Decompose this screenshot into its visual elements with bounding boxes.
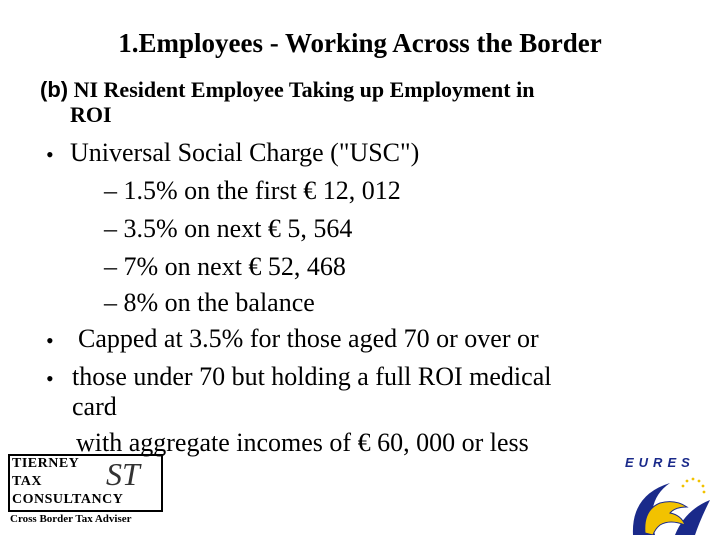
bullet-under70-line2: card: [72, 392, 117, 421]
logo-word-3: CONSULTANCY: [12, 492, 124, 507]
bullet-under70-line3: with aggregate incomes of € 60, 000 or less: [76, 428, 529, 457]
rate-item-2: – 3.5% on next € 5, 564: [104, 214, 353, 243]
bullet-capped: Capped at 3.5% for those aged 70 or over or: [78, 324, 539, 353]
logo-tagline: Cross Border Tax Adviser: [10, 513, 132, 525]
bullet-icon: •: [46, 328, 54, 353]
slide-title: 1.Employees - Working Across the Border: [118, 28, 602, 58]
subtitle-line-1: [40, 77, 534, 103]
eures-letters: EURES: [625, 455, 695, 470]
logo-monogram: ST: [106, 456, 140, 492]
subtitle-line-2: ROI: [70, 102, 112, 127]
subtitle-text: NI Resident Employee Taking up Employment in: [73, 77, 535, 102]
eures-emblem-icon: [615, 455, 715, 535]
logo-word-1: TIERNEY: [12, 456, 80, 471]
eures-logo: [615, 455, 715, 535]
logo-word-2: TAX: [12, 474, 43, 489]
bullet-usc: Universal Social Charge ("USC"): [70, 138, 420, 167]
rate-item-1: – 1.5% on the first € 12, 012: [104, 176, 401, 205]
tierney-tax-logo: [8, 454, 163, 526]
bullet-icon: •: [46, 142, 54, 167]
subtitle-marker: (b): [40, 77, 69, 102]
bullet-icon: •: [46, 366, 54, 391]
rate-item-4: – 8% on the balance: [104, 288, 315, 317]
rate-item-3: – 7% on next € 52, 468: [104, 252, 346, 281]
bullet-under70-line1: those under 70 but holding a full ROI medical: [72, 362, 552, 391]
